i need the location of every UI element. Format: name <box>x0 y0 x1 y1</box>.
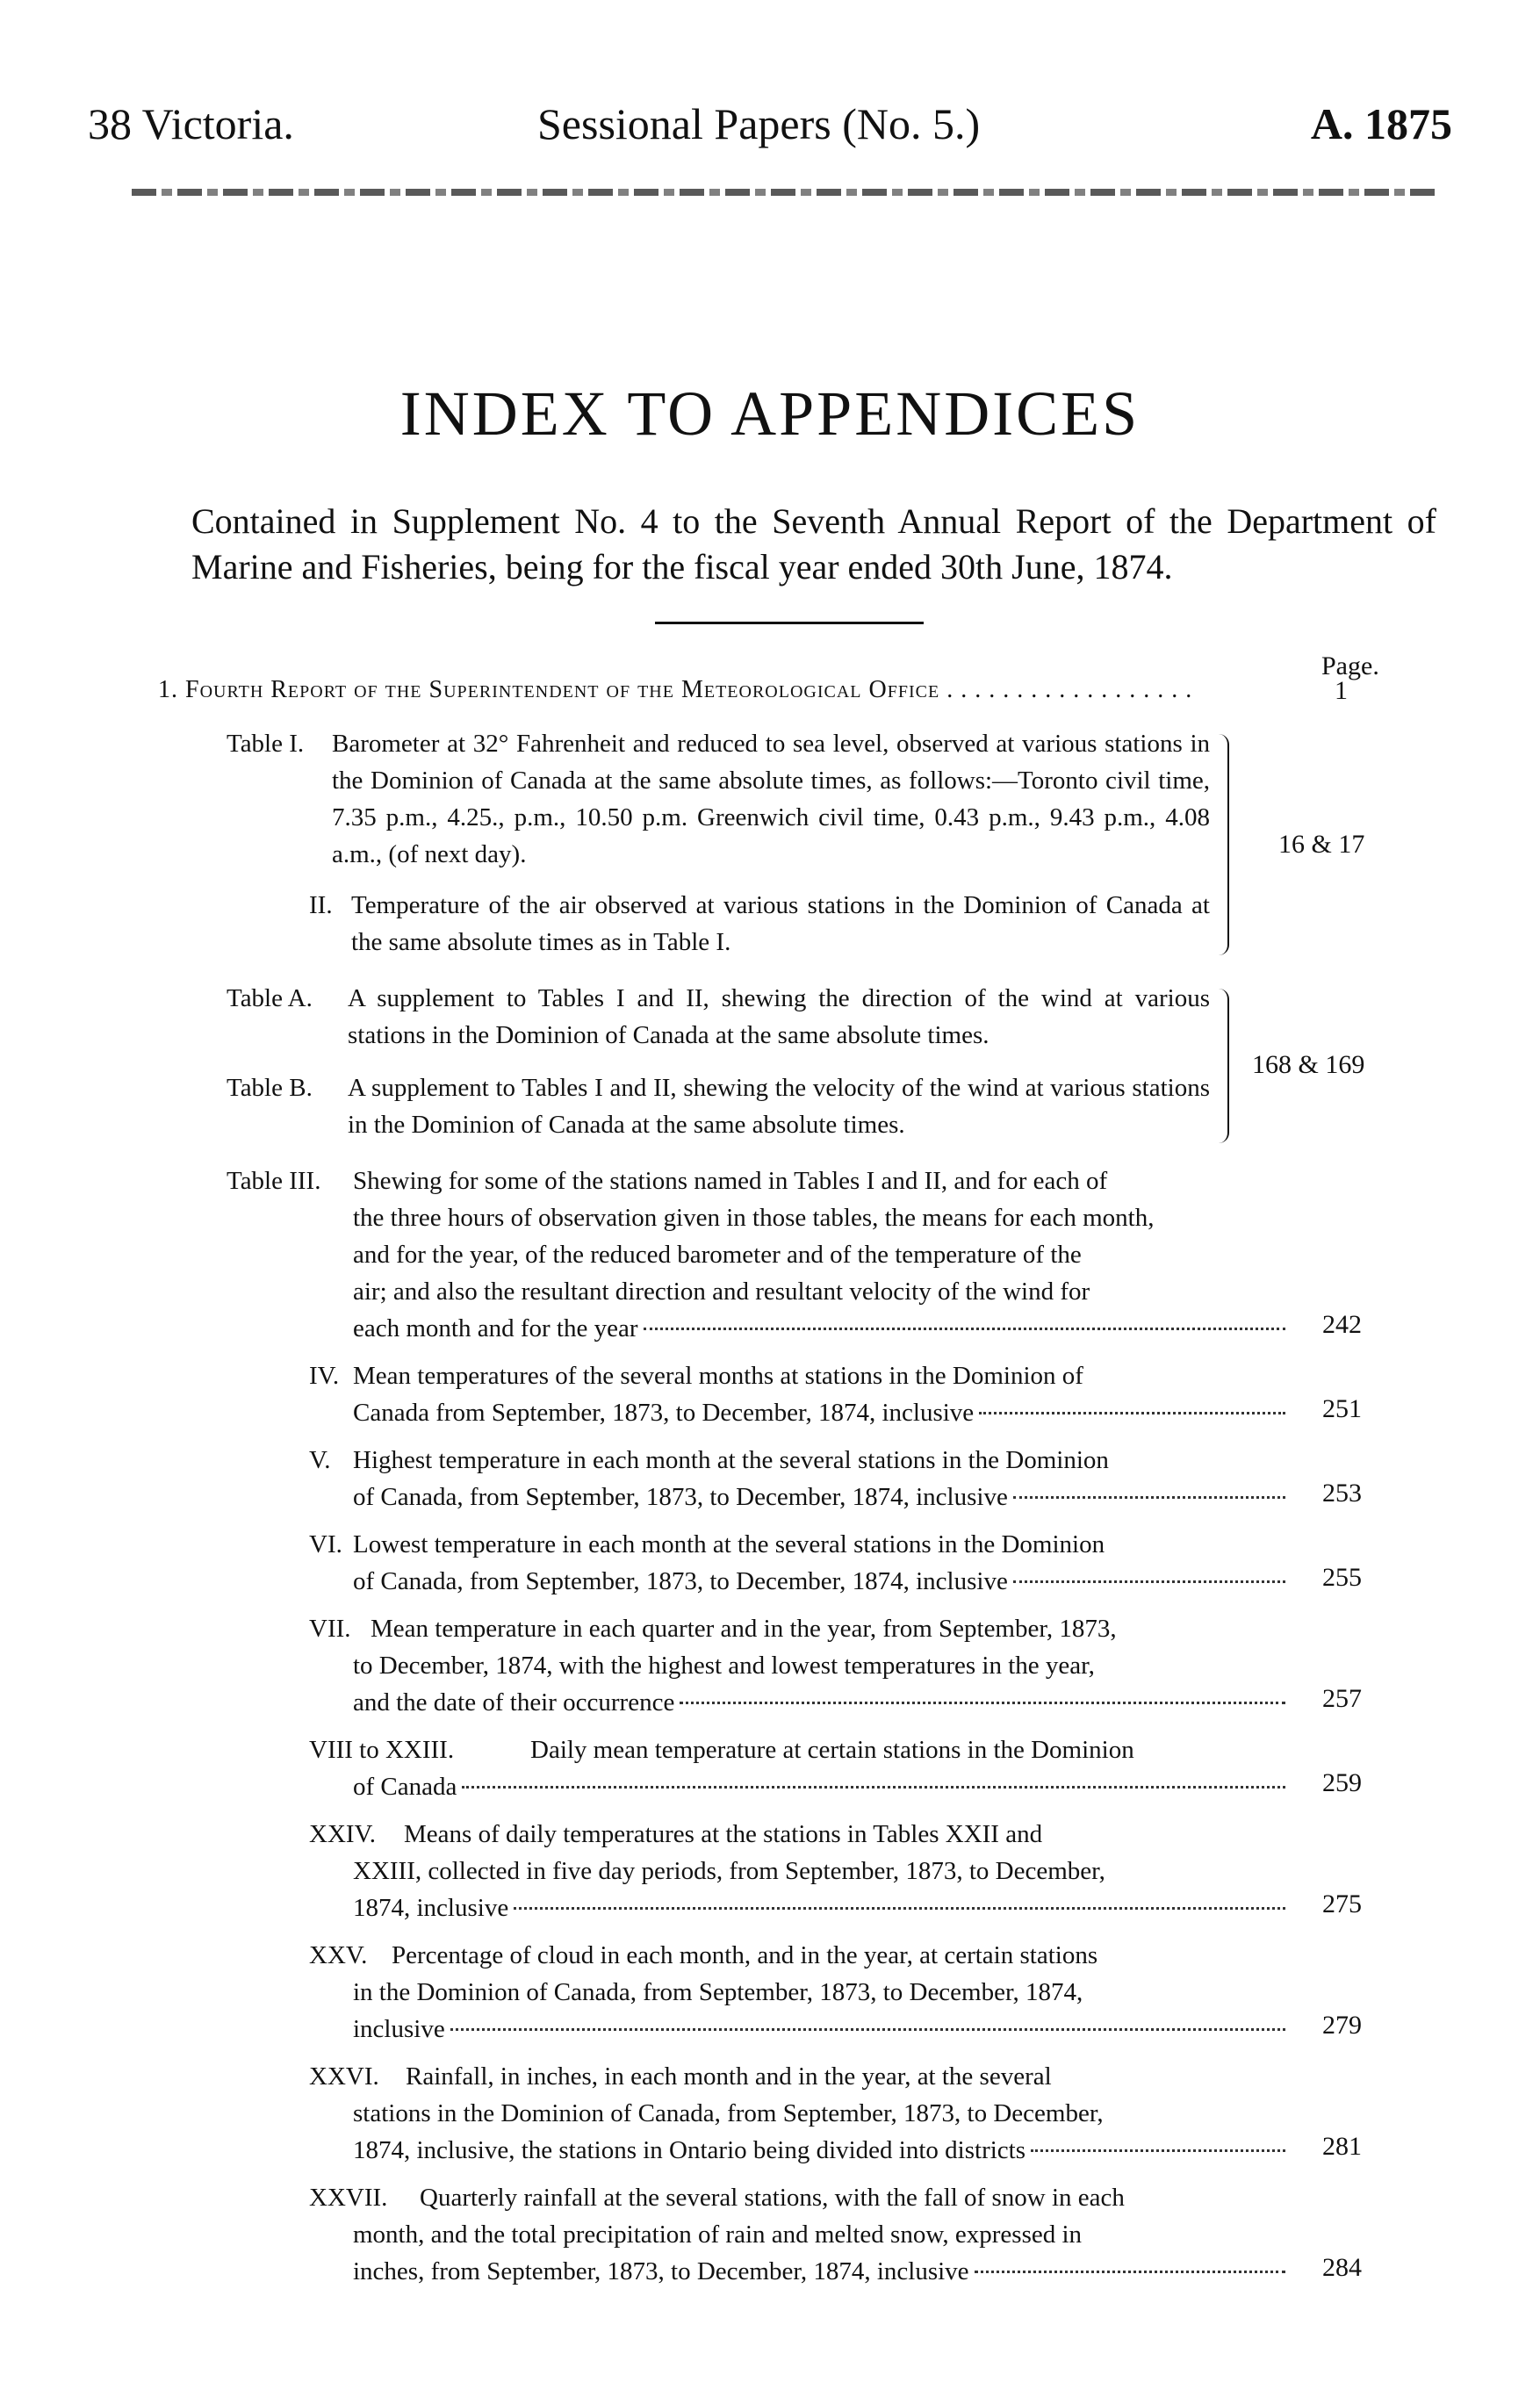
entry-label: XXIV. <box>309 1820 376 1848</box>
entry-last-line <box>353 1768 1291 1805</box>
entry-line: Canada from September, 1873, to December, 1874, inclusive <box>353 1399 975 1427</box>
entry-line: and for the year, of the reduced barometer and of the temperature of the <box>353 1241 1082 1269</box>
entry-page-number: 281 <box>1322 2132 1362 2161</box>
page-title: INDEX TO APPENDICES <box>399 378 1141 449</box>
section-title: Fourth Report of the Superintendent of the Meteorological Office <box>185 676 940 703</box>
group-brace <box>1219 734 1229 955</box>
entry-last-line <box>353 1394 1291 1431</box>
entry-line: each month and for the year <box>353 1314 638 1342</box>
leader-dots <box>1031 2149 1285 2152</box>
entry-page-number: 255 <box>1322 1563 1362 1592</box>
entry-label: VI. <box>309 1530 342 1558</box>
leader-dots <box>975 2271 1285 2273</box>
entry-line: Lowest temperature in each month at the several stations in the Dominion <box>353 1530 1105 1558</box>
section-number: 1. <box>158 676 178 703</box>
group-entry-label: II. <box>309 891 333 919</box>
entry-page-number: 284 <box>1322 2253 1362 2282</box>
entry-last-line <box>353 1563 1291 1600</box>
running-header-left: 38 Victoria. <box>88 99 294 148</box>
entry-line: month, and the total precipitation of rain and melted snow, expressed in <box>353 2220 1083 2249</box>
group-entry-text: Barometer at 32° Fahrenheit and reduced to sea level, observed at various stations in the Dominion of Canada at the same absolute times, as follows:—Toronto civil time, 7.35 p.m., 4.25., p.m., 10.50 p.m. Greenwich civil time, 0.43 p.m., 9.43 p.m., 4.08 a.m., (of next day). <box>332 730 1210 868</box>
group-page-number: 168 & 169 <box>1252 1050 1365 1079</box>
leader-dots <box>514 1907 1285 1910</box>
entry-label: V. <box>309 1446 331 1474</box>
entry-line: Daily mean temperature at certain stations in the Dominion <box>530 1736 1134 1764</box>
entry-label: Table III. <box>227 1167 321 1195</box>
entry-last-line <box>353 2253 1291 2290</box>
leader-dots <box>979 1412 1285 1414</box>
header-rule <box>132 189 1436 196</box>
entry-page-number: 275 <box>1322 1889 1362 1918</box>
entry-line: Mean temperatures of the several months at stations in the Dominion of <box>353 1362 1083 1390</box>
entry-page-number: 242 <box>1322 1310 1362 1339</box>
entry-page-number: 251 <box>1322 1394 1362 1423</box>
entry-last-line <box>353 1684 1291 1721</box>
section-leader-dots: . . . . . . . . . . . . . . . . . . <box>946 676 1193 703</box>
entry-label: IV. <box>309 1362 340 1390</box>
section-page-number: 1 <box>1335 676 1348 705</box>
leader-dots <box>1013 1496 1285 1499</box>
group-entry-text: A supplement to Tables I and II, shewing the direction of the wind at various stations in the Dominion of Canada at the same absolute times. <box>348 984 1210 1049</box>
entry-last-line <box>353 1310 1291 1347</box>
group-entry-label: Table A. <box>227 984 313 1012</box>
group-entry-text: A supplement to Tables I and II, shewing the velocity of the wind at various stations in the Dominion of Canada at the same absolute times. <box>348 1074 1210 1139</box>
section-heading <box>158 676 1370 704</box>
entry-last-line <box>353 2132 1291 2169</box>
leader-dots <box>1013 1580 1285 1583</box>
entry-last-line <box>353 2011 1291 2048</box>
entry-line: 1874, inclusive <box>353 1894 509 1922</box>
entry-line: of Canada <box>353 1773 457 1801</box>
entry-line: of Canada, from September, 1873, to December, 1874, inclusive <box>353 1567 1008 1595</box>
entry-line: Shewing for some of the stations named in Tables I and II, and for each of <box>353 1167 1108 1195</box>
entry-line: of Canada, from September, 1873, to December, 1874, inclusive <box>353 1483 1008 1511</box>
entry-body <box>353 1162 1291 1306</box>
running-header-right: A. 1875 <box>1310 99 1452 148</box>
entry-line: in the Dominion of Canada, from September, 1873, to December, 1874, <box>353 1978 1083 2006</box>
entry-label: VIII to XXIII. <box>309 1736 455 1764</box>
entry-label: XXVII. <box>309 2184 388 2212</box>
entry-last-line <box>353 1479 1291 1515</box>
entry-last-line <box>353 1889 1291 1926</box>
page-column-heading: Page. <box>1321 651 1379 680</box>
entry-label: XXV. <box>309 1941 368 1969</box>
title-rule <box>655 622 924 624</box>
entry-line: inclusive <box>353 2015 445 2043</box>
entry-line: Mean temperature in each quarter and in the year, from September, 1873, <box>371 1615 1117 1643</box>
leader-dots <box>680 1702 1285 1704</box>
entry-label: VII. <box>309 1615 351 1643</box>
group-brace <box>1219 989 1229 1143</box>
running-header-center: Sessional Papers (No. 5.) <box>537 99 981 148</box>
entry-line: air; and also the resultant direction and resultant velocity of the wind for <box>353 1278 1090 1306</box>
entry-page-number: 257 <box>1322 1684 1362 1713</box>
group-entry-label: Table I. <box>227 730 305 758</box>
leader-dots <box>462 1786 1285 1789</box>
group-page-number: 16 & 17 <box>1278 830 1365 859</box>
leader-dots <box>644 1328 1286 1330</box>
entry-line: Highest temperature in each month at the several stations in the Dominion <box>353 1446 1109 1474</box>
entry-line: Percentage of cloud in each month, and in the year, at certain stations <box>392 1941 1098 1969</box>
page-subtitle: Contained in Supplement No. 4 to the Seventh Annual Report of the Department of Marine and Fisheries, being for the fiscal year ended 30th June, 1874. <box>191 501 1436 587</box>
entry-line: Quarterly rainfall at the several stations, with the fall of snow in each <box>420 2184 1125 2212</box>
group-entry-text: Temperature of the air observed at various stations in the Dominion of Canada at the same absolute times as in Table I. <box>351 891 1210 956</box>
entry-line: 1874, inclusive, the stations in Ontario being divided into districts <box>353 2136 1025 2164</box>
entry-line: XXIII, collected in five day periods, from September, 1873, to December, <box>353 1857 1105 1885</box>
entry-line: inches, from September, 1873, to December, 1874, inclusive <box>353 2257 969 2285</box>
entry-line: and the date of their occurrence <box>353 1688 675 1717</box>
entry-line: Means of daily temperatures at the stations in Tables XXII and <box>404 1820 1043 1848</box>
group-entry-label: Table B. <box>227 1074 313 1102</box>
entry-page-number: 279 <box>1322 2011 1362 2040</box>
entry-page-number: 259 <box>1322 1768 1362 1797</box>
entry-label: XXVI. <box>309 2062 379 2091</box>
entry-line: to December, 1874, with the highest and lowest temperatures in the year, <box>353 1652 1095 1680</box>
leader-dots <box>450 2028 1285 2031</box>
entry-line: Rainfall, in inches, in each month and in the year, at the several <box>406 2062 1052 2091</box>
entry-line: the three hours of observation given in those tables, the means for each month, <box>353 1204 1155 1232</box>
entry-page-number: 253 <box>1322 1479 1362 1508</box>
entry-line: stations in the Dominion of Canada, from September, 1873, to December, <box>353 2099 1104 2127</box>
